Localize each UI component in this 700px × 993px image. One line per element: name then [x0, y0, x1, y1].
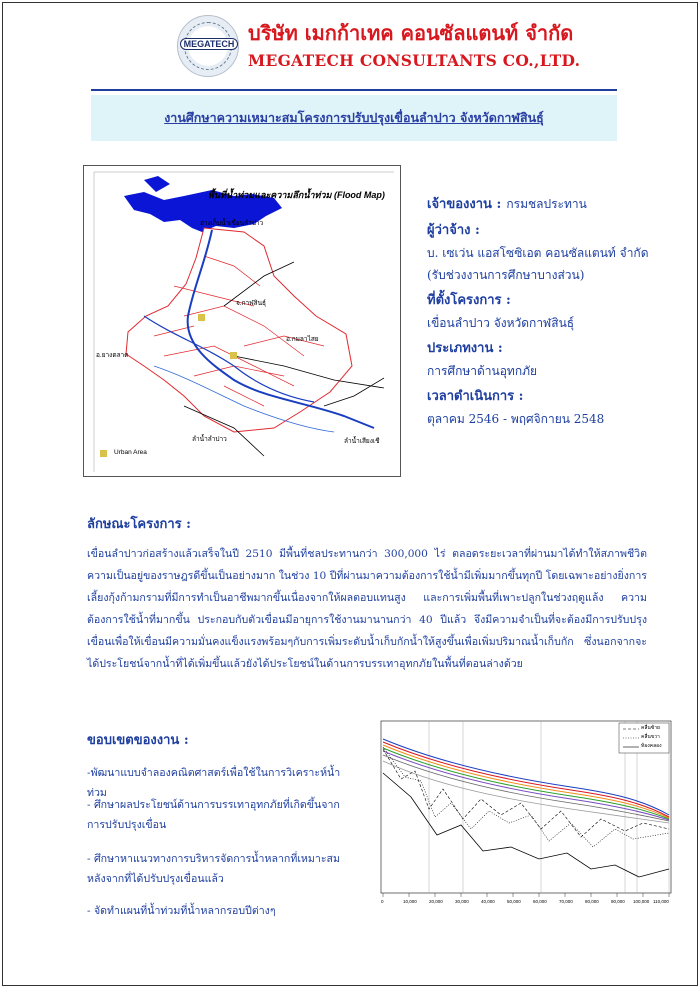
period-label: เวลาดำเนินการ :: [427, 389, 524, 404]
map-label-kamalasai: อ.กมลาไสย: [286, 336, 319, 343]
characteristics-body: เขื่อนลำปาวก่อสร้างแล้วเสร็จในปี 2510 มีพื้นที่ชลประทานกว่า 300,000 ไร่ ตลอดระยะเวลาที่ผ่านมาได้ทำให้สภาพชีวิตความเป็นอยู่ของราษฎรดีขึ้นเป็นอย่างมาก ในช่วง 10 ปีที่ผ่านมาความต้องการใช้น้ำมีเพิ่มมากขึ้นทุกปี โดยเฉพาะอย่างยิ่งการเลี้ยงกุ้งก้ามกรามที่มีการทำเป็นอาชีพมากขึ้นเนื่องจากให้ผลตอบแทนสูง และการเพิ่มพื้นที่เพาะปลูกในช่วงฤดูแล้ง ความต้องการใช้น้ำที่มากขึ้น ประกอบกับตัวเขื่อนมีอายุการใช้งานมานานกว่า 40 ปีแล้ว จึงมีความจำเป็นที่จะต้องมีการปรับปรุงเขื่อนเพื่อให้เขื่อนมีความมั่นคงแข็งแรงพร้อมๆกับการเพิ่มระดับน้ำเก็บกักน้ำให้สูงขึ้นเพื่อเพิ่มปริมาณน้ำเก็บกัก ซึ่งนอกจากจะได้ประโยชน์จากน้ำที่ได้เพิ่มขึ้นแล้วยังได้ประโยชน์ในด้านการบรรเทาอุทกภัยในพื้นที่ตอนล่างด้วย: [87, 548, 647, 670]
flood-map-graphic: [84, 166, 401, 477]
scope-item: - ศึกษาผลประโยชน์ด้านการบรรเทาอุทกภัยที่เกิดขึ้นจากการปรับปรุงเขื่อน: [87, 799, 340, 831]
map-label-yangtalat: อ.ยางตลาด: [96, 352, 129, 359]
company-name-thai: บริษัท เมกก้าเทค คอนซัลแตนท์ จำกัด: [248, 21, 574, 45]
characteristics-title: ลักษณะโครงการ :: [87, 517, 191, 532]
profile-x-ticks: [371, 899, 675, 909]
x-tick-label: 30,000: [455, 899, 469, 904]
map-label-kalasin: จ.กาฬสินธุ์: [236, 300, 267, 307]
project-title: งานศึกษาความเหมาะสมโครงการปรับปรุงเขื่อนลำปาว จังหวัดกาฬสินธุ์: [164, 110, 544, 125]
profile-legend: [641, 724, 662, 751]
project-title-banner: [91, 95, 617, 141]
megatech-logo: [177, 15, 239, 77]
profile-legend-thalweg: ท้องคลอง: [641, 743, 662, 749]
employer-note: (รับช่วงงานการศึกษาบางส่วน): [427, 268, 585, 282]
scope-item: -พัฒนาแบบจำลองคณิตศาสตร์เพื่อใช้ในการวิเคราะห์น้ำท่วม: [87, 767, 341, 799]
map-caption: พื้นที่น้ำท่วมและความลึกน้ำท่วม (Flood Map): [208, 190, 385, 200]
water-profile-graphic: [371, 719, 675, 915]
x-tick-label: 80,000: [585, 899, 599, 904]
x-tick-label: 90,000: [611, 899, 625, 904]
x-tick-label: 20,000: [429, 899, 443, 904]
map-label-chi: ลำน้ำเสียงเชี: [344, 438, 380, 445]
location-label: ที่ตั้งโครงการ :: [427, 293, 511, 308]
x-tick-label: 40,000: [481, 899, 495, 904]
header-divider: [91, 89, 617, 91]
owner-value: กรมชลประทาน: [506, 197, 587, 211]
water-profile-figure: [371, 719, 675, 915]
scope-item: - ศึกษาหาแนวทางการบริหารจัดการน้ำหลากที่เหมาะสมหลังจากที่ได้ปรับปรุงเขื่อนแล้ว: [87, 853, 340, 885]
period-value: ตุลาคม 2546 - พฤศจิกายน 2548: [427, 412, 605, 426]
company-name-english: MEGATECH CONSULTANTS CO.,LTD.: [248, 51, 581, 70]
map-label-reservoir: อ่างเก็บน้ำเขื่อนลำปาว: [200, 220, 264, 227]
brochure-page: [2, 2, 698, 986]
x-tick-label: 60,000: [533, 899, 547, 904]
map-label-lampao: ลำน้ำลำปาว: [192, 436, 227, 443]
owner-label: เจ้าของงาน :: [427, 197, 502, 212]
location-value: เขื่อนลำปาว จังหวัดกาฬสินธุ์: [427, 316, 575, 330]
x-tick-label: 70,000: [559, 899, 573, 904]
employer-label: ผู้ว่าจ้าง :: [427, 223, 480, 238]
x-tick-label: 0: [381, 899, 384, 904]
x-tick-label: 110,000: [653, 899, 669, 904]
scope-item: - จัดทำแผนที่น้ำท่วมที่น้ำหลากรอบปีต่างๆ: [87, 905, 276, 917]
legend-urban-label: Urban Area: [114, 449, 147, 456]
x-tick-label: 100,000: [633, 899, 650, 904]
profile-legend-left-bank: คลื่นซ้าย: [641, 725, 660, 731]
legend-urban-swatch: [100, 450, 107, 457]
x-tick-label: 10,000: [403, 899, 417, 904]
employer-value: บ. เซเว่น แอสโซซิเอต คอนซัลแตนท์ จำกัด: [427, 246, 649, 260]
type-value: การศึกษาด้านอุทกภัย: [427, 364, 538, 378]
scope-title: ขอบเขตของงาน :: [87, 733, 189, 748]
profile-legend-right-bank: คลื่นขวา: [641, 734, 660, 740]
type-label: ประเภทงาน :: [427, 341, 503, 356]
flood-map: [83, 165, 401, 477]
x-tick-label: 50,000: [507, 899, 521, 904]
logo-wordmark: MEGATECH: [180, 38, 238, 50]
project-info: [427, 193, 687, 430]
